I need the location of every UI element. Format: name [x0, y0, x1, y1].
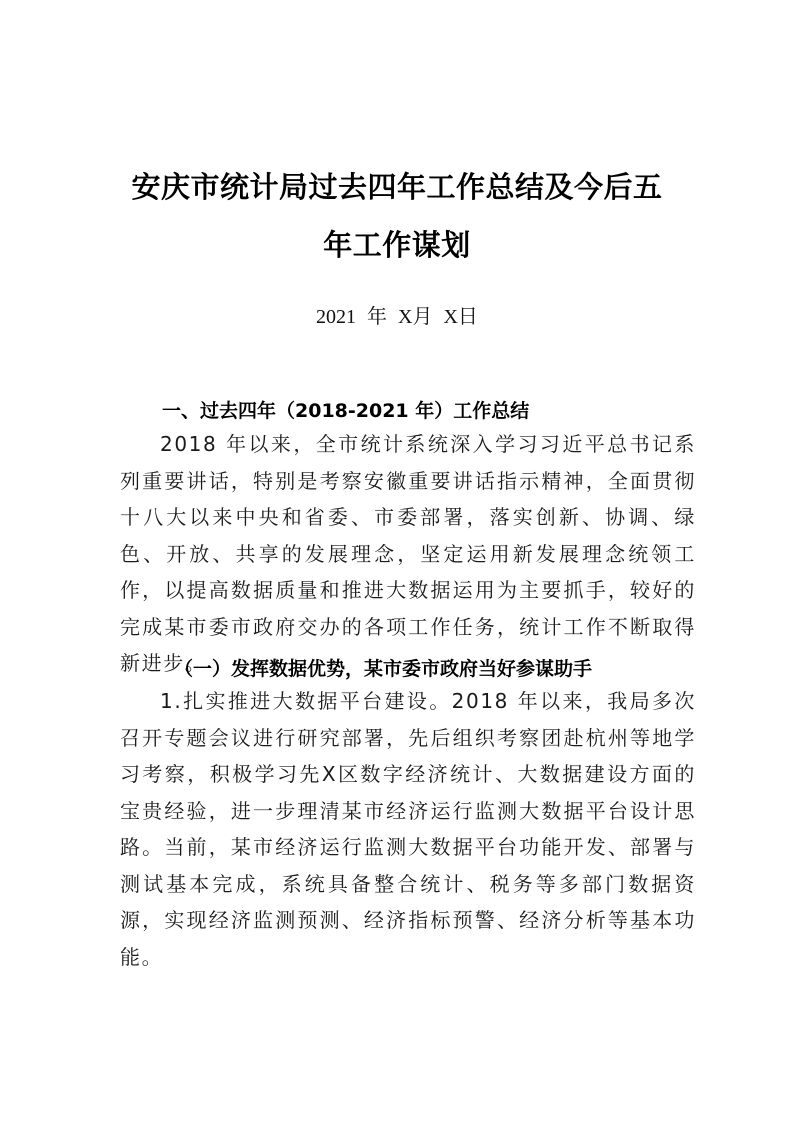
document-title-line-2: 年工作谋划 [323, 228, 471, 262]
section-intro-paragraph: 2018 年以来，全市统计系统深入学习习近平总书记系列重要讲话，特别是考察安徽重要讲话指示精神，全面贯彻十八大以来中央和省委、市委部署，落实创新、协调、绿色、开放、共享的发展理念，坚定运用新发展理念统领工作，以提高数据质量和推进大数据运用为主要抓手，较好的完成某市委市政府交办的各项工作任务，统计工作不断取得新进步。 [120, 432, 696, 675]
document-date: 2021 年 X月 X日 [316, 306, 478, 328]
document-title-line-1: 安庆市统计局过去四年工作总结及今后五 [131, 170, 663, 204]
subsection-heading: （一）发挥数据优势，某市委市政府当好参谋助手 [174, 658, 593, 680]
section-heading: 一、过去四年（2018-2021 年）工作总结 [162, 400, 530, 422]
subsection-item-paragraph: 1.扎实推进大数据平台建设。2018 年以来，我局多次召开专题会议进行研究部署，先后组织考察团赴杭州等地学习考察，积极学习先X区数字经济统计、大数据建设方面的宝贵经验，进一步理清某市经济运行监测大数据平台设计思路。当前，某市经济运行监测大数据平台功能开发、部署与测试基本完成，系统具备整合统计、税务等多部门数据资源，实现经济监测预测、经济指标预警、经济分析等基本功能。 [120, 689, 696, 969]
